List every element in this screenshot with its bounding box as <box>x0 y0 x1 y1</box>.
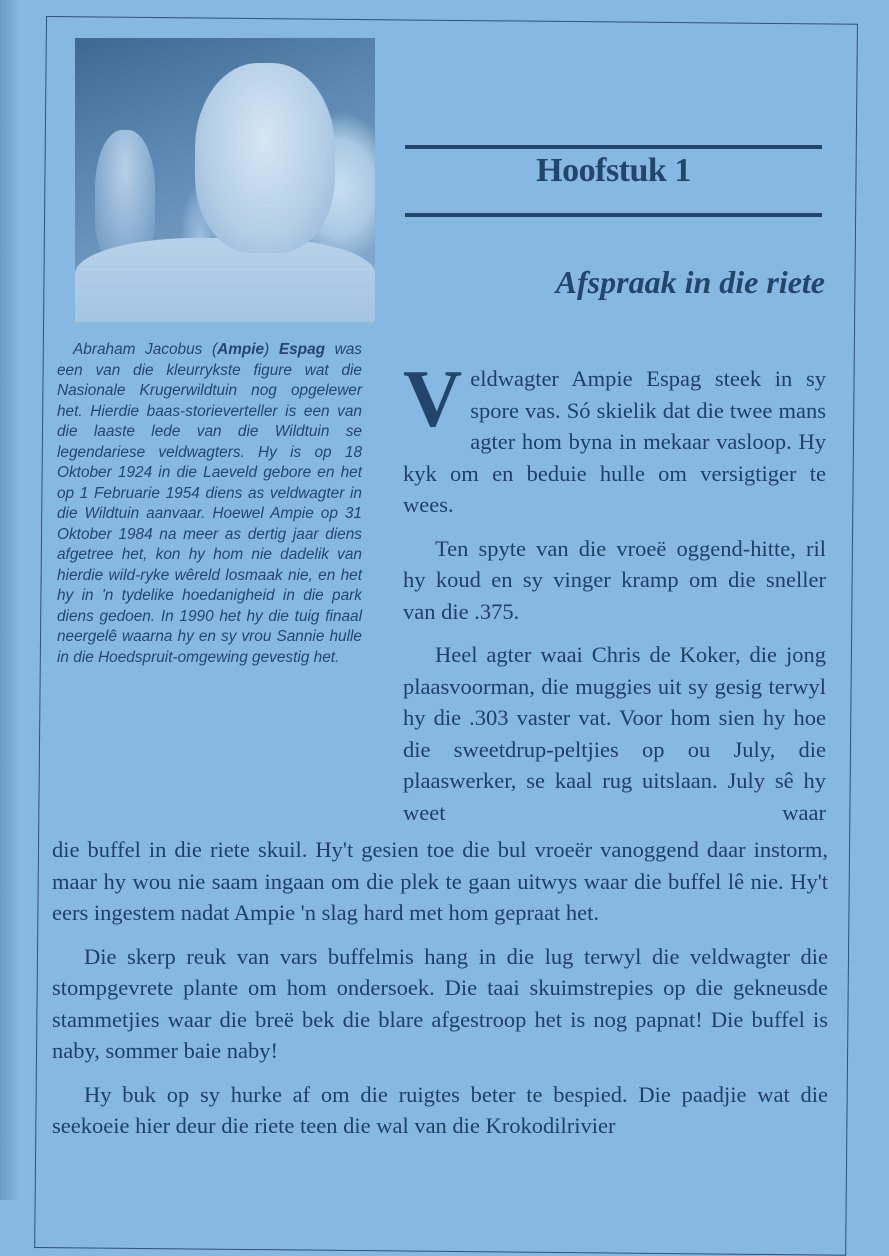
paragraph-2: Ten spyte van die vroeë oggend-hitte, ril hy koud en sy vinger kramp om die sneller van die .375. <box>403 535 826 624</box>
portrait-photo <box>75 38 375 322</box>
chapter-rule-top <box>405 145 822 149</box>
caption-surname: Espag <box>278 341 326 358</box>
caption-body: was een van die kleurrykste figure wat die Nasionale Krugerwildtuin nog opgelewer het. Hierdie baas-storieverteller is een van die laaste lede van die Wildtuin se legendariese veldwagters. Hy is op 18 Oktober 1924 in die Laeveld gebore en het op 1 Februarie 1954 diens as veldwagter in die Wildtuin aanvaar. Hoewel Ampie op 31 Oktober 1984 na meer as dertig jaar diens afgetree het, kon hy hom nie dadelik van hierdie wild-ryke wêreld losmaak nie, en het hy in 'n tydelike hoedanigheid in die park diens gedoen. In 1990 het hy die tuig finaal neergelê waarna hy en sy vrou Sannie hulle in die Hoedspruit-omgewing gevestig het. <box>57 341 362 666</box>
right-column-text <box>403 353 826 828</box>
chapter-rule-bottom <box>405 213 822 217</box>
paragraph-4: Die skerp reuk van vars buffelmis hang in die lug terwyl die veldwagter die stompgevrete plante om hom ondersoek. Die taai skuimstrepies op die gekneusde stammetjies waar die breë bek die blare afgestroop het is nog papnat! Die buffel is naby, sommer baie naby! <box>52 943 828 1063</box>
book-spine-shadow <box>0 0 20 1200</box>
paragraph-3-start: Heel agter waai Chris de Koker, die jong plaasvoorman, die muggies uit sy gesig terwyl hy die .303 vaster vat. Voor hom sien hy hoe die sweetdrup-peltjies op ou July, die plaaswerker, se kaal rug uitslaan. July sê hy weet waar <box>403 642 826 825</box>
full-width-text <box>52 834 828 1142</box>
paragraph-1 <box>403 353 826 521</box>
photo-caption <box>57 340 362 668</box>
chapter-title: Hoofstuk 1 <box>536 152 691 189</box>
paragraph-3-continued: die buffel in die riete skuil. Hy't gesien toe die bul vroeër vanoggend daar instorm, maar hy wou nie saam ingaan om die plek te gaan uitwys waar die buffel lê nie. Hy't eers ingestem nadat Ampie 'n slag hard met hom gepraat het. <box>52 837 828 925</box>
caption-text: Abraham Jacobus ( <box>73 341 218 358</box>
head-figure <box>195 63 335 253</box>
caption-nickname: Ampie <box>217 341 265 358</box>
paragraph-5: Hy buk op sy hurke af om die ruigtes beter te bespied. Die paadjie wat die seekoeie hier deur die riete teen die wal van die Krokodilrivier <box>52 1081 828 1138</box>
chapter-subtitle: Afspraak in die riete <box>555 264 825 300</box>
drop-cap: V <box>403 353 463 444</box>
paragraph-text: eldwagter Ampie Espag steek in sy spore vas. Só skielik dat die twee mans agter hom byna in mekaar vasloop. Hy kyk om en beduie hulle om versigtiger te wees. <box>403 366 826 517</box>
caption-text: ) <box>264 341 279 358</box>
shirt-shape <box>75 238 375 322</box>
